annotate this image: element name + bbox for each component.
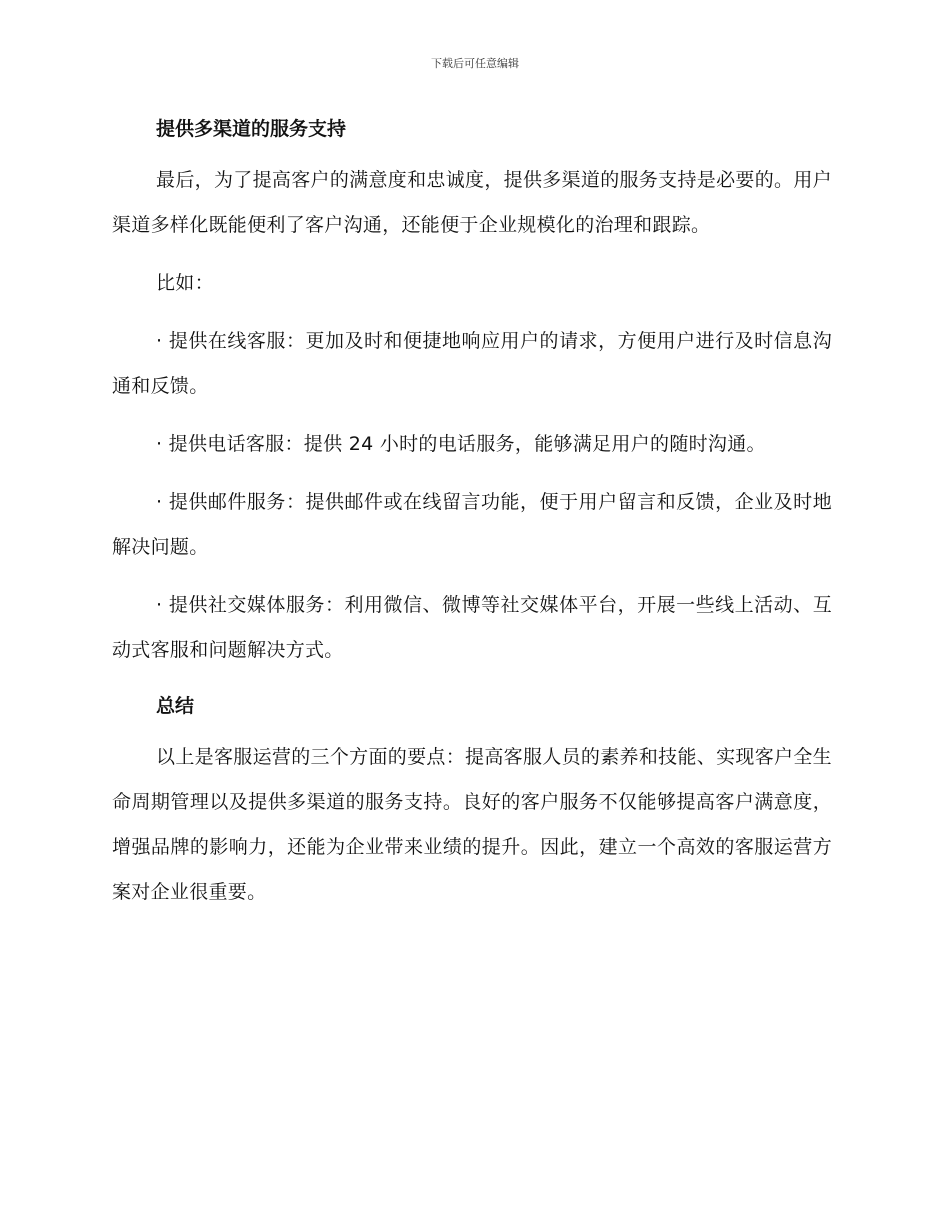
list-item-online-service: · 提供在线客服：更加及时和便捷地响应用户的请求，方便用户进行及时信息沟通和反馈。 xyxy=(112,330,832,397)
section-heading-summary: 总结 xyxy=(156,695,195,717)
list-item-phone-service: · 提供电话客服：提供 24 小时的电话服务，能够满足用户的随时沟通。 xyxy=(156,433,766,455)
document-body xyxy=(112,114,832,915)
example-lead: 比如： xyxy=(156,272,214,294)
list-item-social-media-service: · 提供社交媒体服务：利用微信、微博等社交媒体平台，开展一些线上活动、互动式客服和问题解决方式。 xyxy=(112,594,832,661)
summary-paragraph: 以上是客服运营的三个方面的要点：提高客服人员的素养和技能、实现客户全生命周期管理以及提供多渠道的服务支持。良好的客户服务不仅能够提高客户满意度，增强品牌的影响力，还能为企业带来业绩的提升。因此，建立一个高效的客服运营方案对企业很重要。 xyxy=(112,746,832,903)
intro-paragraph: 最后，为了提高客户的满意度和忠诚度，提供多渠道的服务支持是必要的。用户渠道多样化既能便利了客户沟通，还能便于企业规模化的治理和跟踪。 xyxy=(112,169,832,236)
header-note: 下载后可任意编辑 xyxy=(431,57,519,70)
list-item-email-service: · 提供邮件服务：提供邮件或在线留言功能，便于用户留言和反馈，企业及时地解决问题。 xyxy=(112,491,832,558)
section-heading-multichannel: 提供多渠道的服务支持 xyxy=(156,118,347,140)
